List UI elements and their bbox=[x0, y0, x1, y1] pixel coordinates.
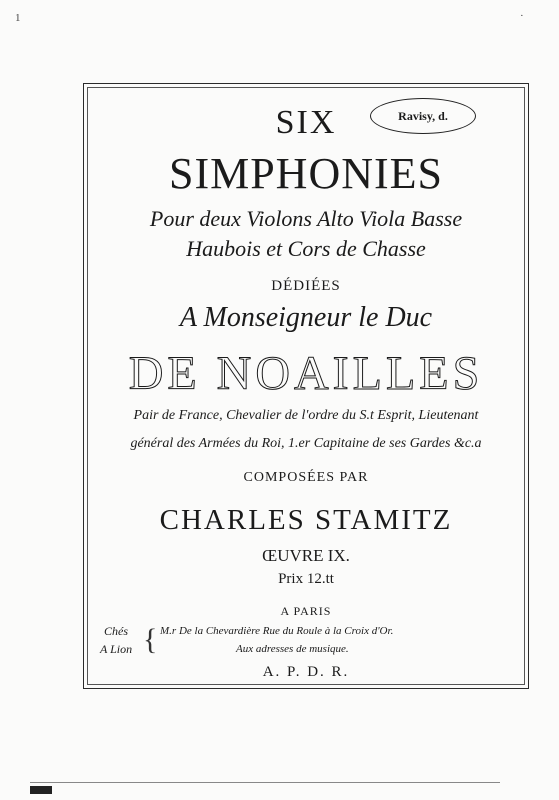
privilege-mark: A. P. D. R. bbox=[262, 664, 350, 680]
titles-line-1: Pair de France, Chevalier de l'ordre du S.t Esprit, Lieutenant bbox=[133, 408, 479, 423]
library-stamp-text: Ravisy, d. bbox=[398, 109, 448, 123]
duke-name: DE NOAILLES bbox=[128, 347, 484, 400]
imprint-address: M.r De la Chevardière Rue du Roule à la Croix d'Or. bbox=[160, 625, 394, 637]
composer-name: CHARLES STAMITZ bbox=[159, 504, 453, 536]
title-symphonies: SIMPHONIES bbox=[168, 149, 444, 198]
dedicatee-line: A Monseigneur le Duc bbox=[179, 302, 433, 333]
composed-by: COMPOSÉES PAR bbox=[243, 470, 369, 485]
opus-number: ŒUVRE IX. bbox=[262, 546, 350, 565]
page-bottom-rule bbox=[30, 782, 500, 783]
imprint-chez: Chés bbox=[104, 624, 128, 638]
imprint-brace: { bbox=[143, 623, 158, 656]
dedication-label: DÉDIÉES bbox=[271, 278, 341, 294]
title-six: SIX bbox=[275, 104, 337, 141]
page-corner-mark: 1 bbox=[15, 12, 21, 24]
instruments-line-2: Haubois et Cors de Chasse bbox=[186, 236, 426, 261]
imprint-city: A PARIS bbox=[280, 604, 332, 618]
imprint-address-2: Aux adresses de musique. bbox=[236, 643, 349, 655]
titles-line-2: général des Armées du Roi, 1.er Capitaine de ses Gardes &c.a bbox=[130, 436, 482, 451]
imprint-lion: A Lion bbox=[100, 642, 133, 656]
page-bottom-mark bbox=[30, 786, 52, 794]
instruments-line-1: Pour deux Violons Alto Viola Basse bbox=[149, 206, 463, 231]
page-corner-dot: · bbox=[520, 10, 524, 22]
price: Prix 12.tt bbox=[278, 571, 334, 587]
